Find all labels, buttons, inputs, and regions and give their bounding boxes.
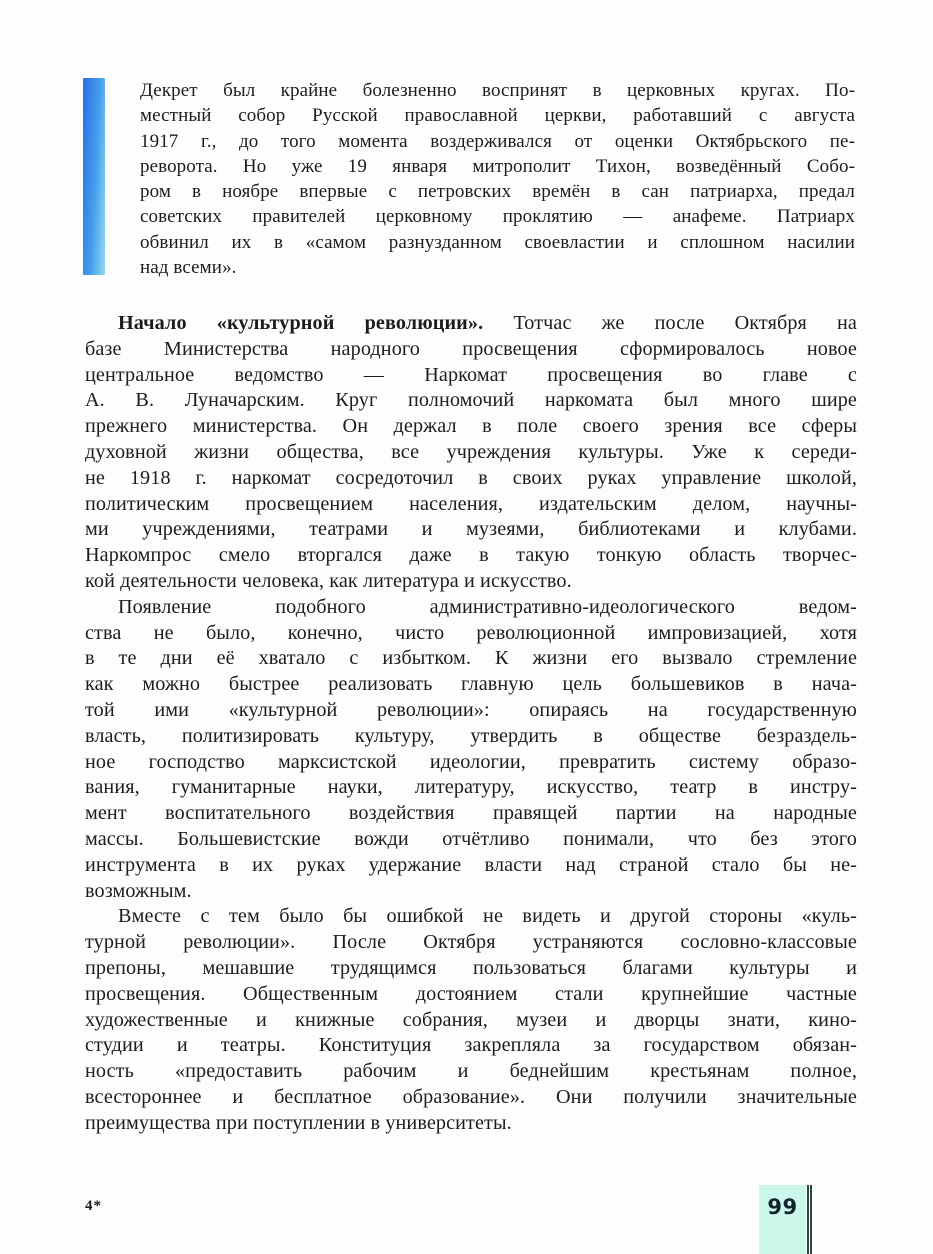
text-line: Наркомпрос смело вторгался даже в такую тонкую область творчес- (85, 544, 857, 567)
quote-block (83, 78, 857, 280)
text-line: центральное ведомство — Наркомат просвещения во главе с (85, 363, 857, 386)
text-line: местный собор Русской православной церкви, работавший с августа (140, 105, 855, 127)
text-line: турной революции». После Октября устраняются сословно-классовые (85, 931, 857, 954)
text-line: ми учреждениями, театрами и музеями, библиотеками и клубами. (85, 518, 857, 541)
paragraph (85, 595, 857, 905)
body-text (85, 311, 857, 1137)
quote-accent-bar (83, 78, 105, 275)
text-line: ства не было, конечно, чисто революционной импровизацией, хотя (85, 621, 857, 644)
text-line: преимущества при поступлении в университеты. (85, 1111, 512, 1134)
signature-mark: 4* (85, 1198, 102, 1214)
text-line: советских правителей церковному проклятию — анафеме. Патриарх (140, 206, 855, 228)
text-line: ное господство марксистской идеологии, превратить систему образо- (85, 750, 857, 773)
text-line: Появление подобного административно-идеологического ведом- (118, 595, 857, 618)
text-line: А. В. Луначарским. Круг полномочий наркомата был много шире (85, 389, 857, 412)
text-line: реворота. Но уже 19 января митрополит Тихон, возведённый Собо- (140, 155, 855, 177)
text-line: 1917 г., до того момента воздерживался от оценки Октябрьского пе- (140, 130, 855, 152)
text-line: духовной жизни общества, все учреждения культуры. Уже к середи- (85, 440, 857, 463)
page-number: 99 (767, 1195, 798, 1219)
text-line: Вместе с тем было бы ошибкой не видеть и другой стороны «куль- (118, 905, 857, 928)
text-line: Декрет был крайне болезненно воспринят в церковных кругах. По- (140, 80, 855, 101)
text-line: над всеми». (140, 257, 237, 279)
text-line: базе Министерства народного просвещения сформировалось новое (85, 337, 857, 360)
text-line: инструмента в их руках удержание власти над страной стало бы не- (85, 853, 857, 876)
page-number-badge (759, 1185, 806, 1254)
text-line: не 1918 г. наркомат сосредоточил в своих руках управление школой, (85, 466, 857, 489)
quote-text (140, 78, 855, 280)
text-line: ром в ноябре впервые с петровских времён в сан патриарха, предал (140, 181, 855, 203)
text-line: в те дни её хватало с избытком. К жизни его вызвало стремление (85, 647, 857, 670)
text-line: власть, политизировать культуру, утвердить в обществе безраздель- (85, 724, 857, 747)
text-line: возможным. (85, 879, 192, 902)
text-line: обвинил их в «самом разнузданном своевластии и сплошном насилии (140, 231, 855, 253)
text-line: кой деятельности человека, как литература и искусство. (85, 569, 572, 592)
text-line: просвещения. Общественным достоянием стали крупнейшие частные (85, 982, 857, 1005)
text-line: студии и театры. Конституция закрепляла за государством обязан- (85, 1034, 857, 1057)
page-edge-line (807, 1185, 812, 1254)
text-line: той ими «культурной революции»: опираясь на государственную (85, 698, 857, 721)
text-line: как можно быстрее реализовать главную цель большевиков в нача- (85, 673, 857, 696)
text-line: массы. Большевистские вожди отчётливо понимали, что без этого (85, 827, 857, 850)
text-line: Начало «культурной революции». Тотчас же после Октября на (118, 312, 857, 334)
text-line: ность «предоставить рабочим и беднейшим крестьянам полное, (85, 1060, 857, 1083)
paragraph-lead: Начало «культурной революции». (118, 312, 484, 334)
paragraph (85, 311, 857, 595)
text-line: вания, гуманитарные науки, литературу, искусство, театр в инстру- (85, 776, 857, 799)
text-line: всестороннее и бесплатное образование». Они получили значительные (85, 1085, 857, 1108)
text-line: политическим просвещением населения, издательским делом, научны- (85, 492, 857, 515)
paragraph (85, 904, 857, 1136)
text-line: мент воспитательного воздействия правящей партии на народные (85, 802, 857, 825)
text-line: художественные и книжные собрания, музеи и дворцы знати, кино- (85, 1008, 857, 1031)
text-line: прежнего министерства. Он держал в поле своего зрения все сферы (85, 415, 857, 438)
text-line: препоны, мешавшие трудящимся пользоваться благами культуры и (85, 956, 857, 979)
